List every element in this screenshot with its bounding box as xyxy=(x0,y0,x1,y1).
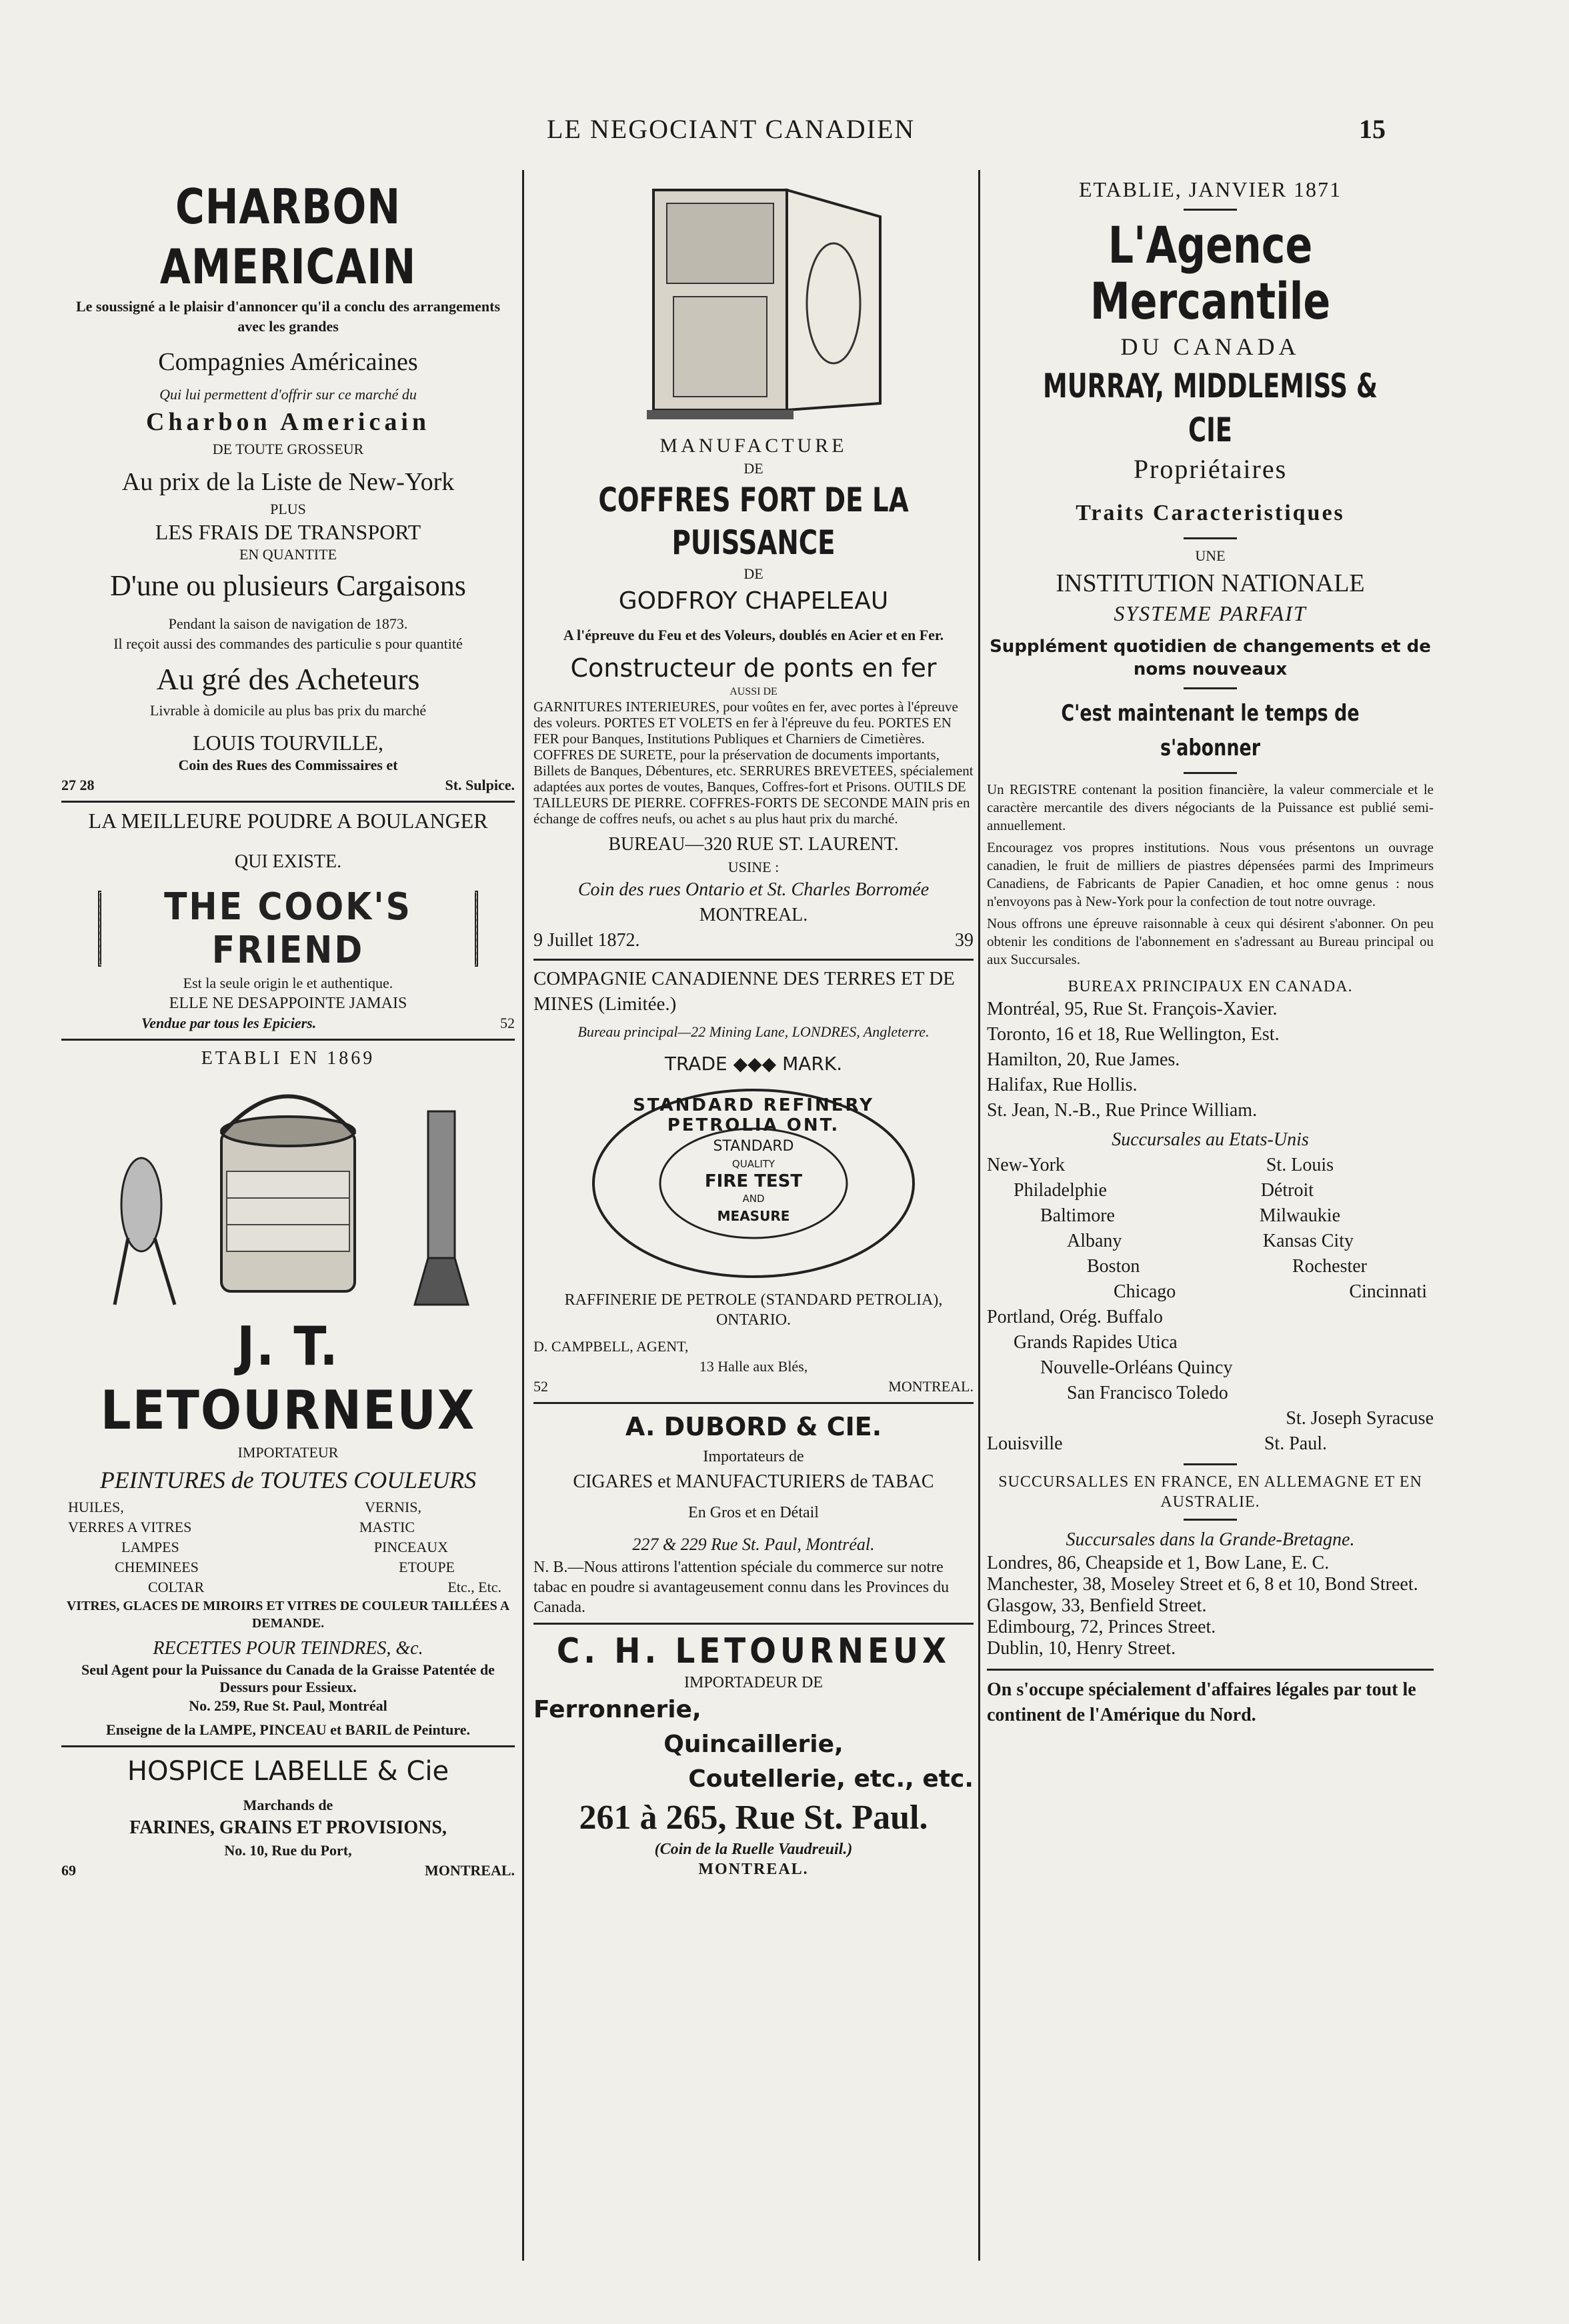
city: Albany xyxy=(1067,1231,1122,1251)
ad-owner: GODFROY CHAPELEAU xyxy=(618,587,889,615)
divider xyxy=(533,1623,974,1625)
ad-de: DE xyxy=(743,460,763,477)
ad-institution: INSTITUTION NATIONALE xyxy=(1056,569,1365,597)
item: Etc., Etc. xyxy=(447,1579,501,1595)
ad-title: HOSPICE LABELLE & Cie xyxy=(127,1756,449,1787)
ad-ref: 39 xyxy=(955,930,974,951)
paint-can-illustration xyxy=(75,1071,501,1311)
ad-ref: 27 28 xyxy=(61,777,95,793)
divider xyxy=(533,1402,974,1404)
divider xyxy=(61,1745,515,1747)
ad-system: SYSTEME PARFAIT xyxy=(1114,601,1307,625)
city: Grands Rapides Utica xyxy=(1014,1332,1178,1353)
ad-ref: 69 xyxy=(61,1862,76,1879)
safe-illustration xyxy=(600,177,907,430)
divider xyxy=(987,1669,1434,1671)
ad-city: MONTREAL. xyxy=(699,905,808,925)
ad-season: Pendant la saison de navigation de 1873. xyxy=(168,615,408,632)
city: Louisville xyxy=(987,1433,1063,1454)
ad-nb: N. B.—Nous attirons l'attention spéciale du commerce sur notre tabac en poudre si avantageusement connu dans les Provinces du Canada. xyxy=(533,1559,950,1616)
ad-recipes: RECETTES POUR TEINDRES, &c. xyxy=(153,1638,423,1659)
ad-address: 261 à 265, Rue St. Paul. xyxy=(579,1799,928,1837)
ad-product: Charbon Americain xyxy=(145,408,431,436)
seal-line: FIRE TEST xyxy=(704,1171,803,1191)
ad-glass: VITRES, GLACES DE MIROIRS ET VITRES DE COULEUR TAILLÉES A DEMANDE. xyxy=(66,1599,510,1631)
office: St. Jean, N.-B., Rue Prince William. xyxy=(987,1100,1258,1121)
ad-delivery: Livrable à domicile au plus bas prix du marché xyxy=(149,702,427,719)
ad-ref: 52 xyxy=(500,1015,515,1031)
ad-subscribe: C'est maintenant le temps de s'abonner xyxy=(1061,700,1360,761)
city: St. Joseph Syracuse xyxy=(1286,1408,1434,1429)
ad-bureaux: BUREAX PRINCIPAUX EN CANADA. xyxy=(1068,978,1353,995)
ad-founded: ETABLIE, JANVIER 1871 xyxy=(1078,177,1342,201)
page-number: 15 xyxy=(1359,114,1386,144)
ad-petrole xyxy=(533,966,974,1397)
ad-corner: (Coin de la Ruelle Vaudreuil.) xyxy=(654,1841,853,1858)
item: COLTAR xyxy=(148,1579,205,1595)
divider xyxy=(1184,209,1237,211)
banner-text: THE COOK'S FRIEND xyxy=(101,885,475,972)
city: Boston xyxy=(1087,1256,1140,1277)
page-header xyxy=(0,113,1569,153)
ad-paragraph: Un REGISTRE contenant la position financière, la valeur commerciale et le caractère mercantile des divers négociants de la Puissance est publié semi-annuellement. xyxy=(987,781,1434,833)
ad-une: UNE xyxy=(1195,547,1226,564)
item: VERNIS, xyxy=(365,1499,421,1515)
ad-raffinerie: RAFFINERIE DE PETROLE (STANDARD PETROLIA), ONTARIO. xyxy=(564,1291,943,1329)
ad-city: MONTREAL. xyxy=(424,1862,515,1879)
city: Baltimore xyxy=(1040,1205,1115,1226)
city: Chicago xyxy=(1114,1281,1176,1302)
ad-address: 13 Halle aux Blés, xyxy=(699,1358,808,1375)
ad-letourneux-ch xyxy=(533,1630,974,1879)
item: MASTIC xyxy=(359,1519,415,1535)
item: ETOUPE xyxy=(399,1559,455,1575)
ad-intro: Le soussigné a le plaisir d'annoncer qu'il a conclu des arrangements avec les grandes xyxy=(75,298,501,335)
city: Philadelphie xyxy=(1014,1180,1107,1201)
ad-qty: EN QUANTITE xyxy=(239,546,337,563)
divider xyxy=(533,959,974,961)
item: PINCEAUX xyxy=(373,1539,448,1555)
seal-outer: STANDARD REFINERY PETROLIA ONT. xyxy=(633,1095,874,1135)
column-middle xyxy=(533,177,974,2264)
ad-since: ETABLI EN 1869 xyxy=(201,1048,375,1069)
ad-role: IMPORTADEUR DE xyxy=(684,1674,823,1691)
ad-manuf: MANUFACTURE xyxy=(659,435,848,457)
trade-label: TRADE xyxy=(664,1053,727,1075)
item: LAMPES xyxy=(121,1539,179,1555)
ad-sign: Enseigne de la LAMPE, PINCEAU et BARIL de Peinture. xyxy=(106,1721,470,1738)
column-left xyxy=(61,177,515,2264)
office: Dublin, 10, Henry Street. xyxy=(987,1638,1176,1659)
ad-role: Marchands de xyxy=(243,1797,333,1813)
ad-title: L'Agence Mercantile xyxy=(1090,215,1331,331)
ad-props: Propriétaires xyxy=(1133,454,1288,484)
ad-address: No. 10, Rue du Port, xyxy=(224,1842,352,1859)
item: HUILES, xyxy=(68,1499,124,1515)
ad-charbon xyxy=(61,177,515,795)
ad-gb: Succursales dans la Grande-Bretagne. xyxy=(1066,1529,1355,1550)
ad-bureau: Bureau principal—22 Mining Lane, LONDRES, Angleterre. xyxy=(577,1023,930,1040)
item: CHEMINEES xyxy=(115,1559,199,1575)
ad-companies: Compagnies Américaines xyxy=(158,348,418,376)
ad-title: LA MEILLEURE POUDRE A BOULANGER xyxy=(88,809,488,833)
ad-line: ELLE NE DESAPPOINTE JAMAIS xyxy=(169,995,407,1012)
ad-title: COFFRES FORT DE LA PUISSANCE xyxy=(598,481,909,562)
ad-title: C. H. LETOURNEUX xyxy=(556,1631,951,1671)
ad-street: St. Sulpice. xyxy=(445,777,515,793)
city: St. Paul. xyxy=(1264,1433,1327,1454)
office: Manchester, 38, Moseley Street et 6, 8 et 10, Bond Street. xyxy=(987,1574,1418,1595)
ad-address: No. 259, Rue St. Paul, Montréal xyxy=(189,1697,387,1714)
ad-offer: Qui lui permettent d'offrir sur ce marché du xyxy=(159,386,417,403)
office: Toronto, 16 et 18, Rue Wellington, Est. xyxy=(987,1024,1280,1045)
ad-buyers: Au gré des Acheteurs xyxy=(156,662,420,696)
ad-goods: CIGARES et MANUFACTURIERS de TABAC xyxy=(573,1471,934,1492)
ad-paints: PEINTURES de TOUTES COULEURS xyxy=(99,1467,477,1493)
ad-plus: PLUS xyxy=(270,501,306,517)
ad-title: CHARBON AMERICAIN xyxy=(159,179,417,295)
column-divider xyxy=(978,170,980,2261)
ad-line: Vendue par tous les Epiciers. xyxy=(141,1015,317,1031)
ad-powder xyxy=(61,808,515,1033)
ad-orders: Il reçoit aussi des commandes des particulie s pour quantité xyxy=(113,635,463,652)
ad-name: LOUIS TOURVILLE, xyxy=(192,731,383,755)
ad-city: MONTREAL. xyxy=(698,1861,809,1878)
ad-sale: En Gros et en Détail xyxy=(688,1504,819,1521)
city: Portland, Orég. Buffalo xyxy=(987,1307,1163,1327)
ad-exists: QUI EXISTE. xyxy=(234,851,342,872)
seal-line: MEASURE xyxy=(717,1208,790,1224)
ad-letourneux-jt xyxy=(61,1046,515,1740)
ad-date: 9 Juillet 1872. xyxy=(533,930,640,951)
ad-supplement: Supplément quotidien de changements et de noms nouveaux xyxy=(990,637,1431,679)
divider xyxy=(61,1039,515,1041)
ad-agent: D. CAMPBELL, AGENT, xyxy=(533,1338,689,1355)
city: Milwaukie xyxy=(1259,1205,1340,1226)
ad-name: J. T. LETOURNEUX xyxy=(100,1315,476,1441)
ad-goods: FARINES, GRAINS ET PROVISIONS, xyxy=(129,1817,447,1838)
ad-list: GARNITURES INTERIEURES, pour voûtes en fer, avec portes à l'épreuve des voleurs. PORTES ET VOLETS en fer à l'épreuve du feu. PORTES EN FER pour Banques, Institutions Publiques et Charniers de Cimetières. COFFRES DE SURETE, pour la préservation de documents importants, Billets de Banques, Débentures, etc. SERRURES BREVETEES, spécialement adaptées aux portes de voutes, Banques, Coffres-fort et Prisons. OUTILS DE TAILLEURS DE PIERRE. COFFRES-FORTS DE SECONDE MAIN pris en échange de coffres neufs, ou achet s au plus haut prix du marché. xyxy=(533,699,974,827)
ad-address: Coin des Rues des Commissaires et xyxy=(178,757,398,773)
seal-line: STANDARD xyxy=(713,1138,794,1155)
city: Rochester xyxy=(1292,1256,1367,1277)
ad-paragraph: Encouragez vos propres institutions. Nous vous présentons un ouvrage canadien, le fruit de milliers de piastres dépensées parmi des Imprimeurs Canadiens, de Fabricants de Papier Canadien, et hoc omne genus : nous n'envoyons pas à New-York pour la confection de tout notre ouvrage. xyxy=(987,839,1434,909)
standard-refinery-seal xyxy=(587,1083,920,1283)
ad-france: SUCCURSALLES EN FRANCE, EN ALLEMAGNE ET EN AUSTRALIE. xyxy=(998,1473,1422,1511)
ad-role: IMPORTATEUR xyxy=(237,1444,339,1461)
ad-coffres xyxy=(533,177,974,953)
divider xyxy=(1184,772,1237,774)
ad-price: Au prix de la Liste de New-York xyxy=(121,468,455,496)
office: Montréal, 95, Rue St. François-Xavier. xyxy=(987,999,1278,1019)
city: San Francisco Toledo xyxy=(1067,1383,1228,1403)
column-right xyxy=(987,177,1434,2264)
office: Londres, 86, Cheapside et 1, Bow Lane, E. C. xyxy=(987,1553,1330,1573)
ad-agent: Seul Agent pour la Puissance du Canada de la Graisse Patentée de Dessurs pour Essieux. xyxy=(81,1661,495,1695)
city: St. Louis xyxy=(1266,1155,1334,1175)
ad-corner: Coin des rues Ontario et St. Charles Borromée xyxy=(577,879,930,900)
diamond-icon: ◆◆◆ xyxy=(733,1053,783,1075)
ad-cargo: D'une ou plusieurs Cargaisons xyxy=(110,569,466,602)
ad-line: Quincaillerie, xyxy=(663,1731,844,1758)
ad-closing: On s'occupe spécialement d'affaires légales par tout le continent de l'Amérique du Nord. xyxy=(987,1679,1416,1725)
item: VERRES A VITRES xyxy=(68,1519,192,1535)
office: Glasgow, 33, Benfield Street. xyxy=(987,1595,1207,1616)
ad-us: Succursales au Etats-Unis xyxy=(1112,1129,1309,1150)
ad-size: DE TOUTE GROSSEUR xyxy=(212,441,364,457)
ad-builder: Constructeur de ponts en fer xyxy=(570,653,937,683)
ad-title: COMPAGNIE CANADIENNE DES TERRES ET DE MINES (Limitée.) xyxy=(533,968,955,1015)
seal-line: AND xyxy=(742,1193,765,1205)
office: Halifax, Rue Hollis. xyxy=(987,1075,1138,1095)
city: Nouvelle-Orléans Quincy xyxy=(1040,1357,1233,1378)
divider xyxy=(1184,537,1237,539)
newspaper-title: LE NEGOCIANT CANADIEN xyxy=(547,114,916,144)
ad-role: Importateurs de xyxy=(703,1448,804,1465)
office: Hamilton, 20, Rue James. xyxy=(987,1049,1180,1070)
seal-line: QUALITY xyxy=(731,1158,775,1170)
ad-owners: MURRAY, MIDDLEMISS & CIE xyxy=(1043,367,1378,449)
ad-usine: USINE : xyxy=(727,859,779,875)
ad-address: 227 & 229 Rue St. Paul, Montréal. xyxy=(632,1535,875,1554)
ad-de: DE xyxy=(743,565,763,582)
ad-line: Est la seule origin le et authentique. xyxy=(183,975,393,991)
ad-bureau: BUREAU—320 RUE ST. LAURENT. xyxy=(608,834,899,855)
ad-hospice xyxy=(61,1754,515,1881)
ad-line: Coutellerie, etc., etc. xyxy=(688,1765,974,1793)
mark-label: MARK. xyxy=(782,1053,843,1075)
cooks-friend-banner xyxy=(98,885,478,972)
ad-title: A. DUBORD & CIE. xyxy=(625,1412,882,1441)
divider xyxy=(1184,1463,1237,1465)
ad-dubord xyxy=(533,1409,974,1617)
ad-ref: 52 xyxy=(533,1378,548,1395)
ad-desc: A l'épreuve du Feu et des Voleurs, doublés en Acier et en Fer. xyxy=(563,627,944,643)
city: Détroit xyxy=(1260,1180,1314,1201)
ad-also: AUSSI DE xyxy=(729,686,777,697)
divider xyxy=(1184,1519,1237,1521)
city: Cincinnati xyxy=(1349,1281,1427,1302)
divider xyxy=(61,801,515,803)
city: New-York xyxy=(987,1155,1065,1175)
ad-sub: DU CANADA xyxy=(1120,333,1300,360)
ad-line: Ferronnerie, xyxy=(533,1696,701,1723)
office: Edimbourg, 72, Princes Street. xyxy=(987,1617,1216,1637)
ad-traits: Traits Caracteristiques xyxy=(1076,501,1345,525)
ad-city: MONTREAL. xyxy=(888,1378,974,1395)
city: Kansas City xyxy=(1262,1231,1354,1251)
ad-paragraph: Nous offrons une épreuve raisonnable à ceux qui désirent s'abonner. On peu obtenir les conditions de l'abonnement en s'adressant au Bureau principal ou aux Succursales. xyxy=(987,915,1434,967)
divider xyxy=(1184,687,1237,689)
column-divider xyxy=(522,170,524,2261)
ad-transport: LES FRAIS DE TRANSPORT xyxy=(155,520,421,544)
